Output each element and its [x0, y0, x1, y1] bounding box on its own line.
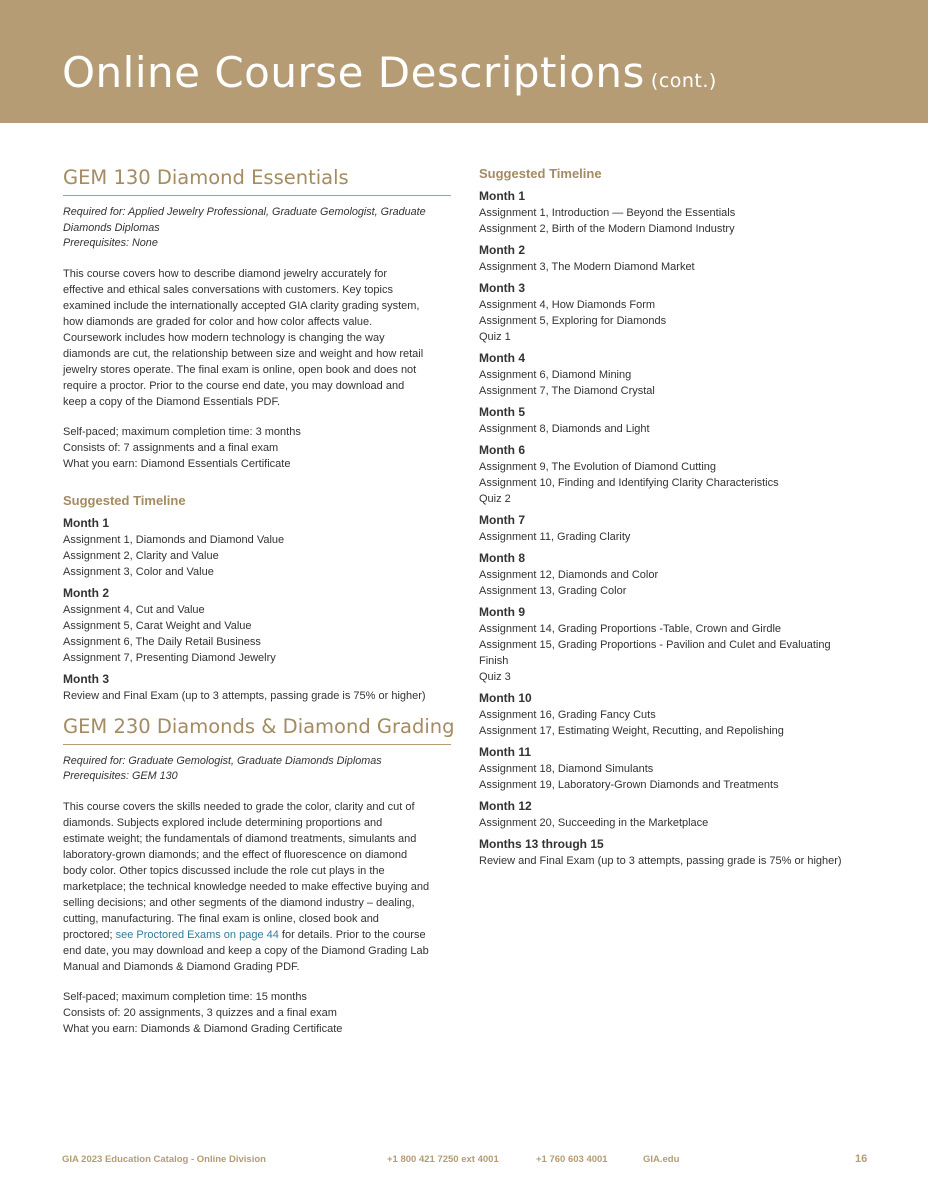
timeline-item: Assignment 19, Laboratory-Grown Diamonds and Treatments	[479, 779, 779, 791]
timeline-item: Assignment 11, Grading Clarity	[479, 531, 631, 543]
gem230-description: This course covers the skills needed to grade the color, clarity and cut of diamonds. Subjects explored include determining proportions and estimate weight; the fundamentals of diamond treatments, simulants and laboratory-grown diamonds; and the effect of fluorescence on diamond body color. Other topics discussed include the role cut plays in the marketplace; the technical knowledge needed to make effective buying and selling decisions; and other segments of the diamond industry – dealing, cutting, manufacturing. The final exam is online, closed book and proctored; see Proctored Exams on page 44 for details. Prior to the course end date, you may download and keep a copy of the Diamond Grading Lab Manual and Diamonds & Diamond Grading PDF.	[63, 800, 430, 973]
timeline-item: Assignment 13, Grading Color	[479, 585, 627, 597]
timeline-item: Assignment 18, Diamond Simulants	[479, 763, 654, 775]
timeline-item: Assignment 6, Diamond Mining	[479, 369, 632, 381]
gem130-earn: What you earn: Diamond Essentials Certificate	[63, 457, 291, 470]
timeline-item: Assignment 5, Exploring for Diamonds	[479, 315, 667, 327]
timeline-item: Assignment 10, Finding and Identifying Clarity Characteristics	[479, 477, 779, 489]
gem230-month-heading: Month 7	[479, 513, 525, 527]
gem230-completion-time: Self-paced; maximum completion time: 15 months	[63, 990, 307, 1003]
page-footer	[0, 1154, 928, 1170]
timeline-item: Assignment 7, Presenting Diamond Jewelry	[63, 651, 276, 664]
gem130-title: GEM 130 Diamond Essentials	[63, 165, 451, 196]
gem130-month-heading: Month 1	[63, 515, 109, 530]
timeline-item: Assignment 20, Succeeding in the Marketplace	[479, 817, 709, 829]
gem130-prereq: Prerequisites: None	[63, 237, 158, 250]
timeline-item: Quiz 3	[479, 671, 511, 683]
timeline-item: Assignment 3, Color and Value	[63, 565, 214, 578]
timeline-item: Assignment 4, How Diamonds Form	[479, 299, 656, 311]
gem230-month-heading: Month 11	[479, 745, 532, 759]
gem230-month-heading: Month 2	[479, 243, 525, 257]
gem130-month-heading: Month 2	[63, 585, 109, 600]
timeline-item: Assignment 3, The Modern Diamond Market	[479, 261, 695, 273]
gem230-prereq: Prerequisites: GEM 130	[63, 770, 178, 783]
gem130-info	[63, 424, 451, 472]
timeline-item: Assignment 1, Diamonds and Diamond Value	[63, 533, 285, 546]
timeline-item: Assignment 8, Diamonds and Light	[479, 423, 650, 435]
timeline-item: Review and Final Exam (up to 3 attempts, passing grade is 75% or higher)	[479, 855, 842, 867]
title-continued: (cont.)	[650, 70, 717, 92]
right-column	[479, 165, 899, 869]
gem230-month-heading: Months 13 through 15	[479, 837, 604, 851]
gem130-timeline-heading: Suggested Timeline	[63, 492, 186, 508]
gem230-title: GEM 230 Diamonds & Diamond Grading	[63, 714, 451, 745]
timeline-item: Assignment 2, Birth of the Modern Diamond Industry	[479, 223, 735, 235]
timeline-item: Assignment 12, Diamonds and Color	[479, 569, 659, 581]
gem230-month-heading: Month 4	[479, 351, 525, 365]
gem230-month-heading: Month 5	[479, 405, 525, 419]
gem230-month-heading: Month 8	[479, 551, 525, 565]
page-title: Online Course Descriptions (cont.)	[62, 48, 717, 97]
gem230-month-heading: Month 3	[479, 281, 525, 295]
timeline-item: Assignment 7, The Diamond Crystal	[479, 385, 655, 397]
timeline-item: Assignment 15, Grading Proportions - Pavilion and Culet and Evaluating	[479, 639, 831, 651]
gem130-description: This course covers how to describe diamond jewelry accurately for effective and ethical sales conversations with customers. Key topics examined include the internationally accepted GIA clarity grading system, how diamonds are graded for color and how color affects value. Coursework includes how modern technology is changing the way diamonds are cut, the relationship between size and weight and how retail jewelry stores operate. The final exam is online, open book and does not require a proctor. Prior to the course end date, you may download and keep a copy of the Diamond Essentials PDF.	[63, 267, 424, 408]
timeline-item: Assignment 2, Clarity and Value	[63, 549, 219, 562]
gem230-month-heading: Month 10	[479, 691, 532, 705]
timeline-item: Assignment 4, Cut and Value	[63, 603, 205, 616]
timeline-item: Assignment 16, Grading Fancy Cuts	[479, 709, 656, 721]
gem230-month-heading: Month 12	[479, 799, 532, 813]
gem230-month-heading: Month 1	[479, 189, 525, 203]
gem230-earn: What you earn: Diamonds & Diamond Grading Certificate	[63, 1022, 343, 1035]
footer-phone-2[interactable]: +1 760 603 4001	[536, 1154, 608, 1165]
left-column	[63, 165, 455, 1037]
gem230-month-heading: Month 9	[479, 605, 525, 619]
gem230-required: Required for: Graduate Gemologist, Graduate Diamonds Diplomas Prerequisites: GEM 130	[63, 754, 382, 783]
timeline-item: Assignment 6, The Daily Retail Business	[63, 635, 261, 648]
timeline-item: Assignment 9, The Evolution of Diamond Cutting	[479, 461, 717, 473]
gem130-consists-of: Consists of: 7 assignments and a final exam	[63, 441, 279, 454]
gem230-consists-of: Consists of: 20 assignments, 3 quizzes and a final exam	[63, 1006, 337, 1019]
timeline-item: Assignment 1, Introduction — Beyond the Essentials	[479, 207, 736, 219]
timeline-item: Review and Final Exam (up to 3 attempts, passing grade is 75% or higher)	[63, 689, 426, 702]
gem130-timeline	[63, 492, 451, 704]
timeline-item: Quiz 1	[479, 331, 511, 343]
gem130-completion-time: Self-paced; maximum completion time: 3 months	[63, 425, 301, 438]
page-header	[0, 0, 928, 123]
timeline-item: Assignment 5, Carat Weight and Value	[63, 619, 252, 632]
footer-phone-1[interactable]: +1 800 421 7250 ext 4001	[387, 1154, 499, 1165]
page-number: 16	[855, 1153, 868, 1165]
proctored-exams-link[interactable]: see Proctored Exams on page 44	[115, 928, 279, 941]
timeline-item: Quiz 2	[479, 493, 511, 505]
gem230-month-heading: Month 6	[479, 443, 525, 457]
gem230-timeline-heading: Suggested Timeline	[479, 166, 602, 181]
timeline-item: Assignment 14, Grading Proportions -Table, Crown and Girdle	[479, 623, 782, 635]
footer-catalog: GIA 2023 Education Catalog - Online Division	[62, 1154, 266, 1165]
timeline-item: Assignment 17, Estimating Weight, Recutting, and Repolishing	[479, 725, 784, 737]
footer-website[interactable]: GIA.edu	[643, 1154, 680, 1165]
gem130-required: Required for: Applied Jewelry Professional, Graduate Gemologist, Graduate Diamonds Diplomas Prerequisites: None	[63, 206, 426, 250]
gem130-month-heading: Month 3	[63, 671, 109, 686]
timeline-item: Finish	[479, 655, 509, 667]
gem230-info	[63, 989, 451, 1037]
